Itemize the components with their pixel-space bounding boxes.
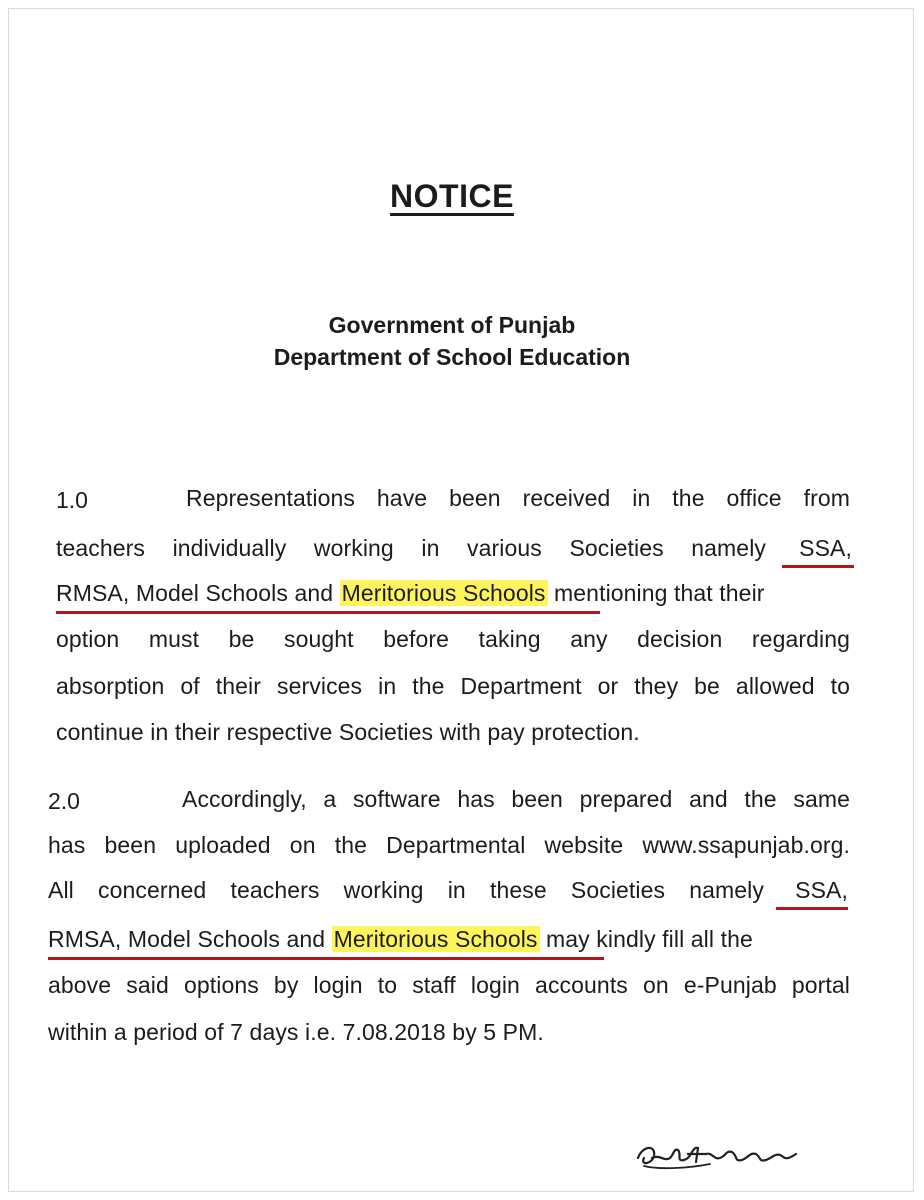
para2-line4 bbox=[48, 926, 753, 953]
org-name: Government of Punjab bbox=[328, 312, 576, 338]
para1-highlight: Meritorious Schools bbox=[341, 580, 546, 606]
para2-line1: Accordingly, a software has been prepared and the same bbox=[182, 786, 850, 812]
para1-number: 1.0 bbox=[56, 487, 88, 513]
para2-ssa: SSA, bbox=[795, 877, 848, 903]
signature-icon bbox=[630, 1128, 810, 1180]
para1-line3-start: RMSA, Model Schools and bbox=[56, 580, 334, 606]
department-name: Department of School Education bbox=[273, 344, 631, 370]
para2-number: 2.0 bbox=[48, 788, 80, 814]
para1-line3 bbox=[56, 580, 765, 607]
para2-line5: above said options by login to staff login accounts on e-Punjab portal bbox=[48, 972, 850, 998]
para2-line3-text: All concerned teachers working in these Societies namely bbox=[48, 877, 764, 903]
para1-line2 bbox=[56, 535, 852, 562]
para1-ssa-underline bbox=[782, 565, 854, 568]
para1-line5: absorption of their services in the Department or they be allowed to bbox=[56, 673, 850, 699]
para1-line4: option must be sought before taking any decision regarding bbox=[56, 626, 850, 652]
para1-line3-underline bbox=[56, 611, 600, 614]
para2-ssa-underline bbox=[776, 907, 848, 910]
para1-line6: continue in their respective Societies with pay protection. bbox=[56, 719, 640, 745]
para2-line2: has been uploaded on the Departmental website www.ssapunjab.org. bbox=[48, 832, 850, 858]
para2-highlight: Meritorious Schools bbox=[333, 926, 538, 952]
para2-line6: within a period of 7 days i.e. 7.08.2018 by 5 PM. bbox=[48, 1019, 544, 1045]
para2-line4-start: RMSA, Model Schools and bbox=[48, 926, 326, 952]
para1-line3-end: mentioning that their bbox=[554, 580, 765, 606]
para2-line4-end: may kindly fill all the bbox=[546, 926, 753, 952]
para2-line3 bbox=[48, 877, 848, 904]
para2-line4-underline bbox=[48, 957, 604, 960]
notice-title: NOTICE bbox=[390, 178, 514, 214]
para1-line2-text: teachers individually working in various Societies namely bbox=[56, 535, 766, 561]
para1-line1: Representations have been received in the office from bbox=[186, 485, 850, 511]
para1-ssa: SSA, bbox=[799, 535, 852, 561]
